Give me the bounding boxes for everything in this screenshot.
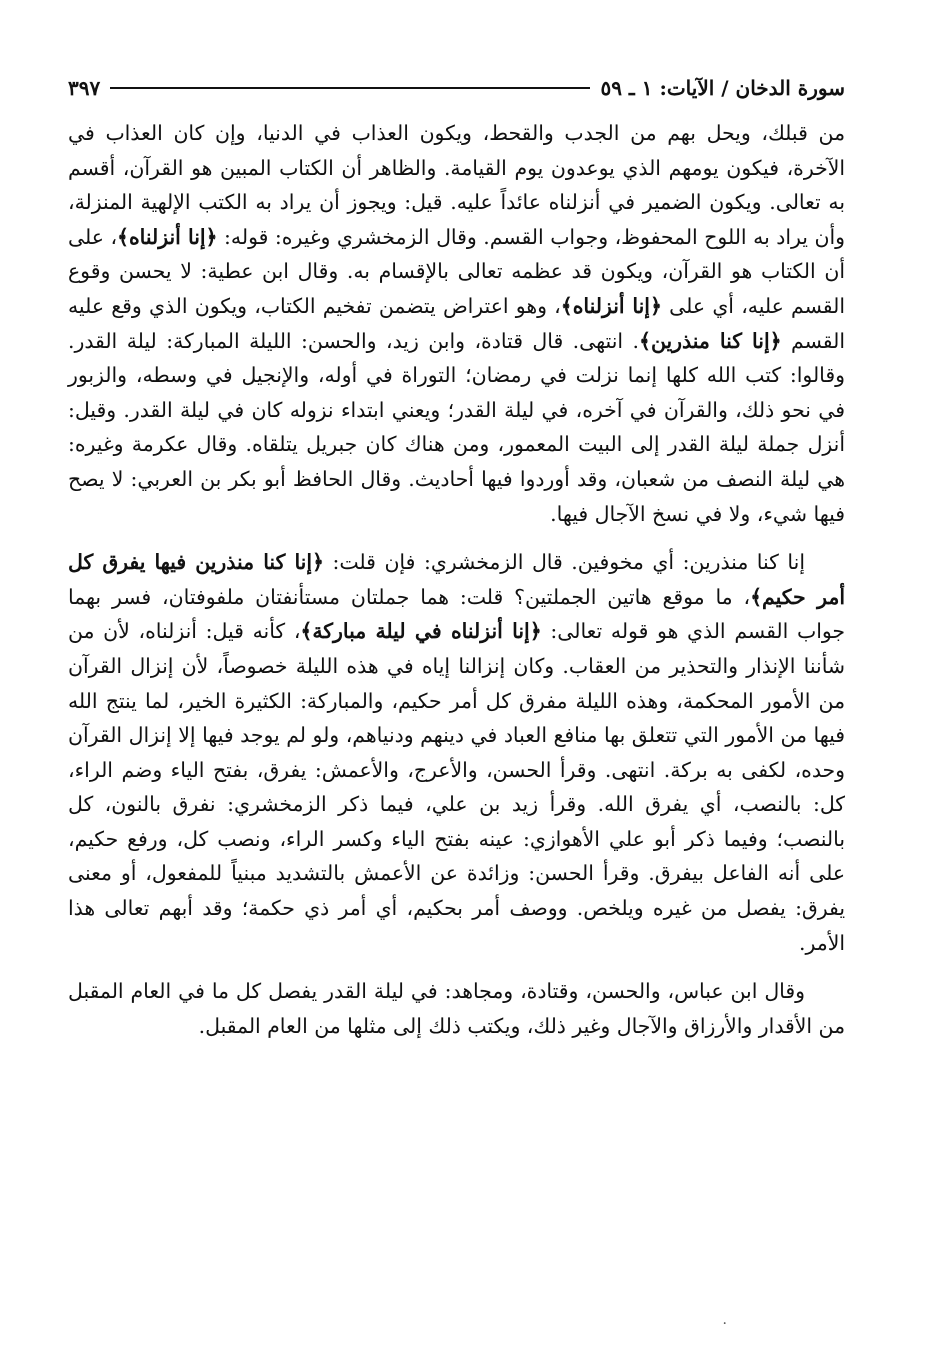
text-run: ، كأنه قيل: أنزلناه، لأن من شأننا الإنذار والتحذير من العقاب. وكان إنزالنا إياه في هذه الليلة خصوصاً، لأن إنزال القرآن من الأمور المحكمة، وهذه الليلة مفرق كل أمر حكيم، والمباركة: الكثيرة الخير، لما ينتج الله فيها من الأمور التي تتعلق بها منافع العباد في دينهم ودنياهم، ولو لم يوجد فيها إلا إنزال القرآن وحده، لكفى به بركة. انتهى. وقرأ الحسن، والأعرج، والأعمش: يفرق، بفتح الياء وضم الراء، كل: بالنصب، أي يفرق الله. وقرأ زيد بن علي، فيما ذكر الزمخشري: نفرق بالنون، كل بالنصب؛ وفيما ذكر أبو علي الأهوازي: عينه بفتح الياء وكسر الراء، ونصب كل، ورفع حكيم، على أنه الفاعل بيفرق. وقرأ الحسن: وزائدة عن الأعمش بالتشديد مبنياً للمفعول، أو معنى يفرق: يفصل من غيره ويلخص. ووصف أمر بحكيم، أي أمر ذي حكمة؛ وقد أبهم تعالى هذا الأمر. <box>68 619 845 955</box>
text-run: ، على أن الكتاب هو القرآن، ويكون قد عظمه تعالى بالإقسام به. وقال ابن عطية: لا يحسن وقوع القسم عليه، أي على <box>68 224 845 318</box>
quran-quote: ﴿إنا أنزلناه﴾ <box>117 224 218 249</box>
paragraph-3 <box>68 974 845 1043</box>
text-run: وقال ابن عباس، والحسن، وقتادة، ومجاهد: في ليلة القدر يفصل كل ما في العام المقبل من الأقدار والأرزاق والآجال وغير ذلك، ويكتب ذلك إلى مثلها من العام المقبل. <box>68 979 845 1038</box>
paragraph-1 <box>68 116 845 531</box>
running-header <box>68 70 845 106</box>
quran-quote: ﴿إنا كنا منذرين﴾ <box>639 328 782 353</box>
text-run: ، ما موقع هاتين الجملتين؟ قلت: هما جملتان مستأنفتان ملفوفتان، فسر بهما جواب القسم الذي هو قوله تعالى: <box>68 584 845 644</box>
surah-title: سورة الدخان / الآيات: ١ ـ ٥٩ <box>600 76 845 100</box>
quran-quote: ﴿إنا كنا منذرين فيها يفرق كل أمر حكيم﴾ <box>68 550 845 609</box>
text-run: من قبلك، ويحل بهم من الجدب والقحط، ويكون العذاب في الدنيا، وإن كان العذاب في الآخرة، فيكون يومهم الذي يوعدون يوم القيامة. والظاهر أن الكتاب المبين هو القرآن، أقسم به تعالى. ويكون الضمير في أنزلناه عائداً عليه. قيل: ويجوز أن يراد به الكتب الإلهية المنزلة، وأن يراد به اللوح المحفوظ، وجواب القسم. وقال الزمخشري وغيره: قوله: <box>68 121 845 249</box>
page-number: ٣٩٧ <box>68 76 101 100</box>
quran-quote: ﴿إنا أنزلناه﴾ <box>560 293 662 318</box>
text-run: ، وهو اعتراض يتضمن تفخيم الكتاب، ويكون الذي وقع عليه القسم <box>68 293 845 353</box>
text-run: إنا كنا منذرين: أي مخوفين. قال الزمخشري: فإن قلت: <box>323 550 805 575</box>
header-rule <box>110 87 590 89</box>
quran-quote: ﴿إنا أنزلناه في ليلة مباركة﴾ <box>300 619 542 644</box>
scan-speck-mark: · <box>722 1316 727 1332</box>
paragraph-2 <box>68 545 845 960</box>
text-run: . انتهى. قال قتادة، وابن زيد، والحسن: الليلة المباركة: ليلة القدر. وقالوا: كتب الله كلها إنما نزلت في رمضان؛ التوراة في أوله، والإنجيل في وسطه، والزبور في نحو ذلك، والقرآن في آخره، في ليلة القدر؛ ويعني ابتداء نزوله كان في ليلة القدر. وقيل: أنزل جملة ليلة القدر إلى البيت المعمور، ومن هناك كان جبريل يتلقاه. وقال عكرمة وغيره: هي ليلة النصف من شعبان، وقد أوردوا فيها أحاديث. وقال الحافظ أبو بكر بن العربي: لا يصح فيها شيء، ولا في نسخ الآجال فيها. <box>68 328 845 526</box>
